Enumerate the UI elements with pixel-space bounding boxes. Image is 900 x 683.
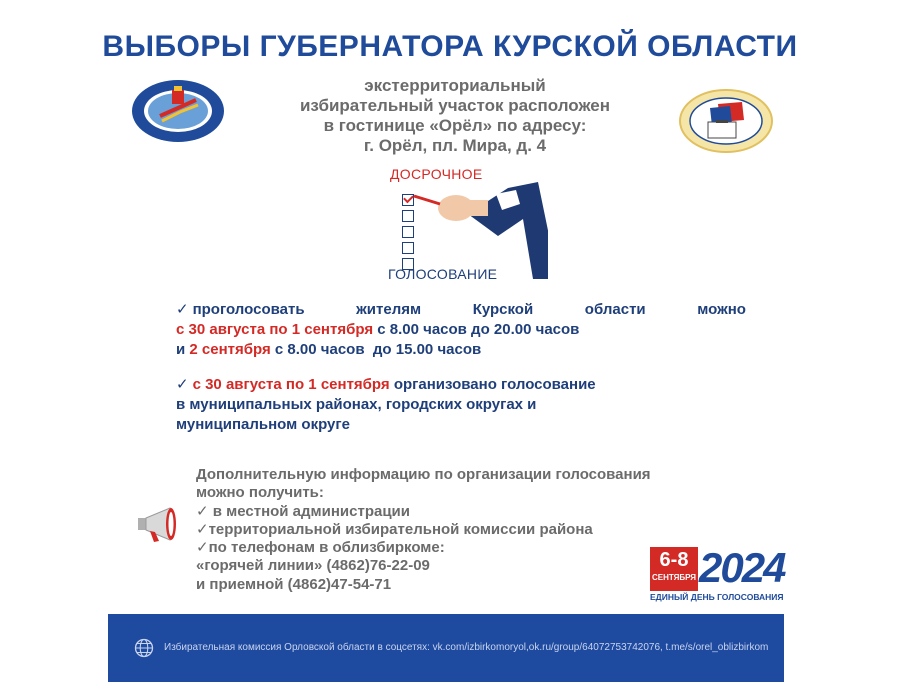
hand-with-pen-icon xyxy=(408,174,548,279)
info-line: ✓по телефонам в облизбиркоме: xyxy=(196,539,445,557)
municipal-voting-block xyxy=(176,375,756,435)
badge-month: СЕНТЯБРЯ xyxy=(651,573,697,582)
schedule-word: ✓ проголосовать xyxy=(176,301,305,318)
social-media-links[interactable]: Избирательная комиссия Орловской области в соцсетях: vk.com/izbirkomoryol,ok.ru/group/64072753742076, t.me/s/orel_oblizbirkom xyxy=(164,642,769,653)
voting-label: ГОЛОСОВАНИЕ xyxy=(388,266,498,282)
polling-station-address xyxy=(250,76,660,156)
schedule-line-3 xyxy=(176,340,746,360)
hotline-phone: «горячей линии» (4862)76-22-09 xyxy=(196,557,430,575)
kursk-election-commission-emblem-icon xyxy=(130,78,226,144)
megaphone-icon xyxy=(136,504,180,546)
badge-year: 2024 xyxy=(699,544,785,591)
election-day-badge xyxy=(650,544,785,603)
municipal-dates: с 30 августа по 1 сентября xyxy=(192,376,390,393)
early-label: ДОСРОЧНОЕ xyxy=(390,166,483,182)
left-emblem-text xyxy=(0,0,1,1)
voting-schedule-block xyxy=(176,300,746,360)
schedule-dates: с 30 августа по 1 сентября xyxy=(176,321,374,338)
municipal-text: организовано голосование xyxy=(389,376,596,393)
schedule-word: Курской xyxy=(472,301,534,318)
schedule-hours: с 8.00 часов до 15.00 часов xyxy=(270,341,482,358)
info-line: Дополнительную информацию по организации голосования xyxy=(196,466,651,483)
early-voting-illustration xyxy=(388,164,548,284)
schedule-hours: с 8.00 часов до 20.00 часов xyxy=(373,321,580,338)
info-line: можно получить: xyxy=(196,484,324,502)
right-emblem-text xyxy=(0,0,1,1)
address-line: избирательный участок расположен xyxy=(299,96,611,115)
schedule-word: жителям xyxy=(356,301,422,318)
check-icon: ✓ xyxy=(196,502,209,520)
schedule-word: можно xyxy=(697,301,746,318)
check-icon: ✓ xyxy=(176,301,189,318)
reception-phone: и приемной (4862)47-54-71 xyxy=(196,575,392,593)
orel-election-commission-emblem-icon xyxy=(678,88,774,154)
schedule-word: области xyxy=(584,301,646,318)
schedule-prefix: и xyxy=(176,341,190,358)
schedule-line-1 xyxy=(176,300,746,320)
schedule-line-2 xyxy=(176,320,746,340)
info-line: ✓ в местной администрации xyxy=(196,502,410,520)
municipal-line-1 xyxy=(176,375,756,395)
schedule-date: 2 сентября xyxy=(189,341,271,358)
badge-date xyxy=(650,547,698,591)
badge-days: 6-8 xyxy=(659,549,689,571)
badge-caption: ЕДИНЫЙ ДЕНЬ ГОЛОСОВАНИЯ xyxy=(650,592,784,602)
page-title: ВЫБОРЫ ГУБЕРНАТОРА КУРСКОЙ ОБЛАСТИ xyxy=(102,30,798,63)
check-icon: ✓ xyxy=(196,539,209,557)
municipal-line-2: в муниципальных районах, городских округах и xyxy=(176,396,537,413)
info-line: ✓территориальной избирательной комиссии района xyxy=(196,520,593,538)
address-line: г. Орёл, пл. Мира, д. 4 xyxy=(363,136,547,155)
check-icon: ✓ xyxy=(196,520,209,538)
municipal-line-3: муниципальном округе xyxy=(176,416,350,433)
footer-banner xyxy=(108,614,784,682)
address-line: экстерриториальный xyxy=(364,76,546,95)
globe-icon xyxy=(134,638,154,658)
check-icon: ✓ xyxy=(176,376,189,393)
address-line: в гостинице «Орёл» по адресу: xyxy=(323,116,587,135)
